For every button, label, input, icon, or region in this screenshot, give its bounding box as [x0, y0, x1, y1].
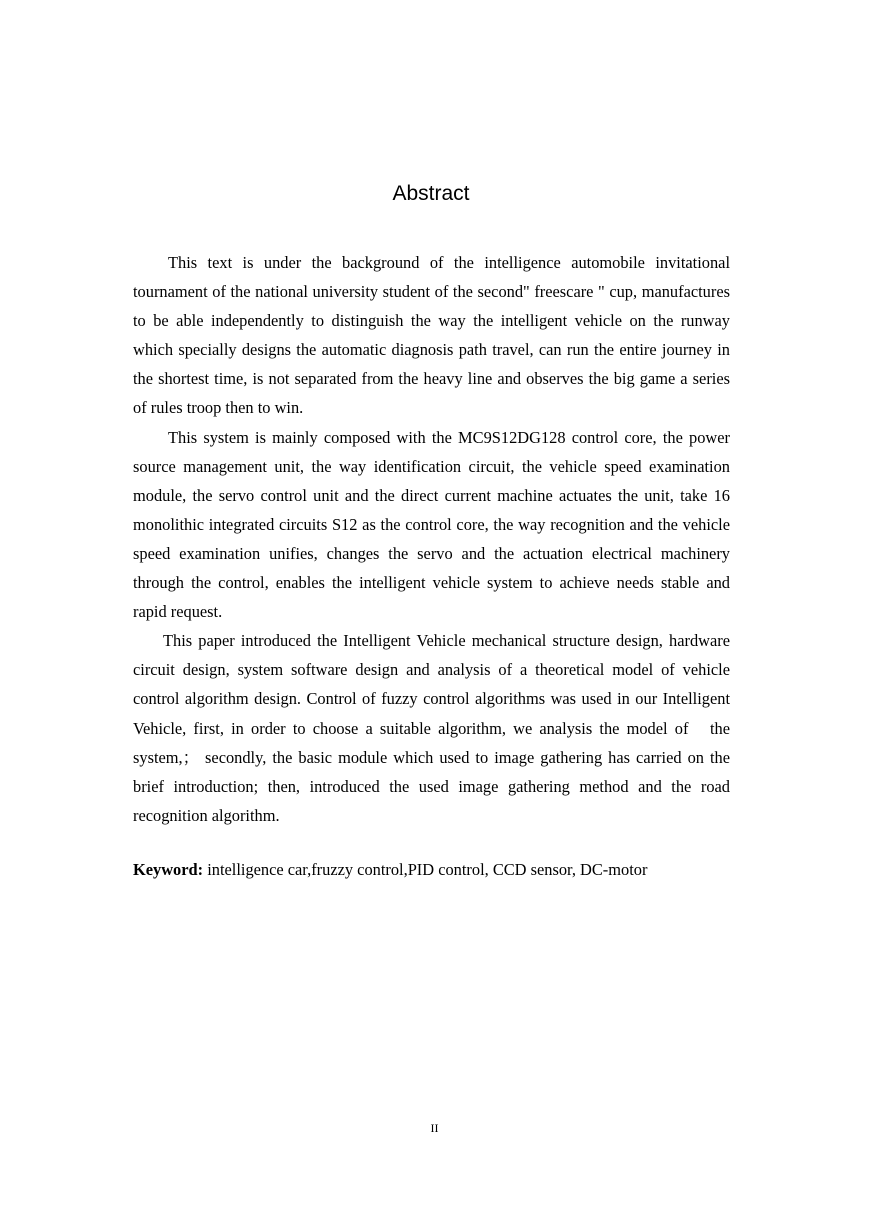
abstract-paragraph-1: This text is under the background of the intelligence automobile invitational tournament of the national university student of the second" freescare " cup, manufactures to be able independently to distinguish the way the intelligent vehicle on the runway which specially designs the automatic diagnosis path travel, can run the entire journey in the shortest time, is not separated from the heavy line and observes the big game a series of rules troop then to win. — [133, 253, 730, 418]
abstract-paragraph-3: This paper introduced the Intelligent Vehicle mechanical structure design, hardware circuit design, system software design and analysis of a theoretical model of vehicle control algorithm design. Control of fuzzy control algorithms was used in our Intelligent Vehicle, first, in order to choose a suitable algorithm, we analysis the model of the system,； secondly, the basic module which used to image gathering has carried on the brief introduction; then, introduced the used image gathering method and the road recognition algorithm. — [133, 631, 730, 825]
abstract-body — [133, 248, 730, 830]
page-number: II — [430, 1121, 439, 1135]
keywords-label: Keyword: — [133, 860, 204, 879]
keywords-text: intelligence car,fruzzy control,PID control, CCD sensor, DC-motor — [203, 860, 648, 879]
abstract-paragraph-2: This system is mainly composed with the MC9S12DG128 control core, the power source management unit, the way identification circuit, the vehicle speed examination module, the servo control unit and the direct current machine actuates the unit, take 16 monolithic integrated circuits S12 as the control core, the way recognition and the vehicle speed examination unifies, changes the servo and the actuation electrical machinery through the control, enables the intelligent vehicle system to achieve needs stable and rapid request. — [133, 427, 730, 622]
page-title: Abstract — [392, 182, 470, 205]
keywords-line — [133, 856, 773, 884]
